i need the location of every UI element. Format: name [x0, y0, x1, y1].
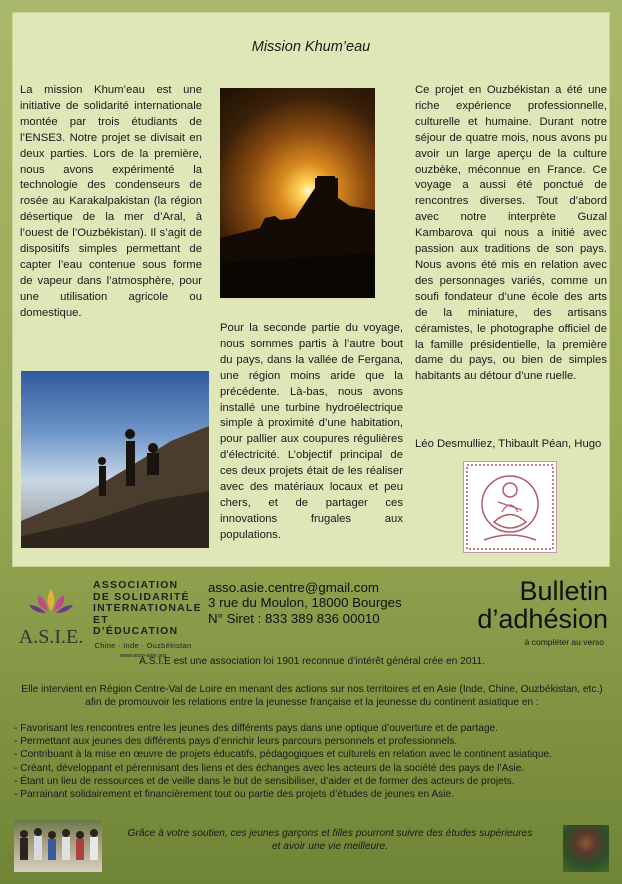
hikers-photo: [21, 371, 209, 548]
mission-list-item: - Parrainant solidairement et financièrement tout ou partie des projets d’études de jeunes en Asie.: [14, 789, 455, 801]
sunset-fortress-photo: [220, 88, 375, 298]
contact-email[interactable]: asso.asie.centre@gmail.com: [208, 580, 379, 595]
association-name-line: ET D’ÉDUCATION: [93, 613, 179, 637]
mission-list-item: - Contribuant à la mise en œuvre de projets éducatifs, pédagogiques et culturels en relation avec le continent asiatique.: [14, 749, 552, 761]
contact-address: 3 rue du Moulon, 18000 Bourges: [208, 595, 402, 611]
association-mission: Elle intervient en Région Centre-Val de Loire en menant des actions sur nos territoires et en Asie (Inde, Chine, Ouzbékistan, etc.) afin de promouvoir les relations entre la jeunesse française et la jeunesse du continent asiatique en :: [21, 684, 603, 709]
article-panel: [12, 12, 610, 567]
association-countries: Chine · Inde · Ouzbékistan: [94, 640, 192, 650]
association-name-line: INTERNATIONALE: [93, 602, 202, 614]
bulletin-title-line-2: d’adhésion: [477, 604, 608, 634]
article-column-2: Pour la seconde partie du voyage, nous sommes partis à l’autre bout du pays, dans la vallée de Fergana, une région moins aride que la précédente. Là-bas, nous avons installé une turbine hydroélectrique simple à proximité d’une habitation, pour pallier aux coupures régulières d’électricité. L’objectif principal de ces deux projets était de les réaliser avec des matériaux locaux et peu chers, et de partager ces innovations frugales aux populations.: [220, 322, 403, 541]
bulletin-title-line-1: Bulletin: [519, 576, 608, 606]
mission-list-item: - Créant, développant et pérennisant des liens et des échanges avec les acteurs de la société des pays de l’Asie.: [14, 762, 525, 774]
girl-portrait-photo: [563, 825, 609, 872]
children-group-photo: [14, 820, 102, 872]
deity-illustration: [463, 461, 557, 553]
association-name-line: ASSOCIATION: [93, 579, 179, 591]
asie-logo-text: A.S.I.E.: [18, 626, 84, 648]
article-signature: Léo Desmulliez, Thibault Péan, Hugo: [415, 438, 602, 450]
bulletin-title: [430, 577, 608, 633]
thanks-line-1: Grâce à votre soutien, ces jeunes garçons et filles pourront suivre des études supérieures: [127, 828, 533, 839]
article-column-3: Ce projet en Ouzbékistan a été une riche expérience professionnelle, culturelle et humaine. Durant notre séjour de quatre mois, nous avons pu avoir un large aperçu de la culture ouzbèke, méconnue en France. Ce voyage a aussi été ponctué de rencontres diverses. Tout d’abord avec notre interprète Guzal Kambarova qui nous a initié avec passion aux traditions de son pays. Nous avons été mis en relation avec des personnages variés, comme un soufi fondateur d’une école des arts de la miniature, des artisans céramistes, le photographe officiel de la famille présidentielle, la première dame du pays, ou bien de simples habitants au détour d’une ruelle.: [415, 84, 607, 383]
association-name: [93, 579, 202, 663]
association-name-line: DE SOLIDARITÉ: [93, 590, 190, 603]
mission-list: [14, 722, 610, 801]
contact-block: [208, 580, 402, 626]
article-title: Mission Khum’eau: [251, 39, 371, 55]
thanks-message: [110, 827, 550, 853]
association-intro: A.S.I.E est une association loi 1901 reconnue d’intérêt général crée en 2011.: [139, 656, 485, 667]
article-column-1: La mission Khum’eau est une initiative de solidarité internationale montée par trois étudiants de l’ENSE3. Notre projet se divisait en deux parties. Lors de la première, nous avons expérimenté la technologie des condenseurs de rosée au Karakalpakistan (la région désertique de la mer d’Aral, à l’ouest de l’Ouzbékistan). Il s’agit de dispositifs simples permettant de capter l’eau contenue sous forme de vapeur dans l’atmosphère, pour une utilisation agricole ou domestique.: [20, 84, 202, 319]
thanks-line-2: et avoir une vie meilleure.: [271, 841, 389, 853]
contact-siret: N° Siret : 833 389 836 00010: [208, 610, 380, 626]
mission-list-item: - Permettant aux jeunes des différents pays d’enrichir leurs parcours personnels et professionnels.: [14, 736, 458, 748]
asie-logo: [14, 581, 88, 651]
mission-list-item: - Étant un lieu de ressources et de veille dans le but de sensibiliser, d’aider et de former des acteurs de projets.: [14, 775, 515, 787]
mission-list-item: - Favorisant les rencontres entre les jeunes des différents pays dans une optique d’ouverture et de partage.: [14, 723, 499, 734]
bulletin-note: à compléter au verso: [524, 637, 604, 647]
association-website: www.asso-asie.org: [119, 653, 167, 659]
